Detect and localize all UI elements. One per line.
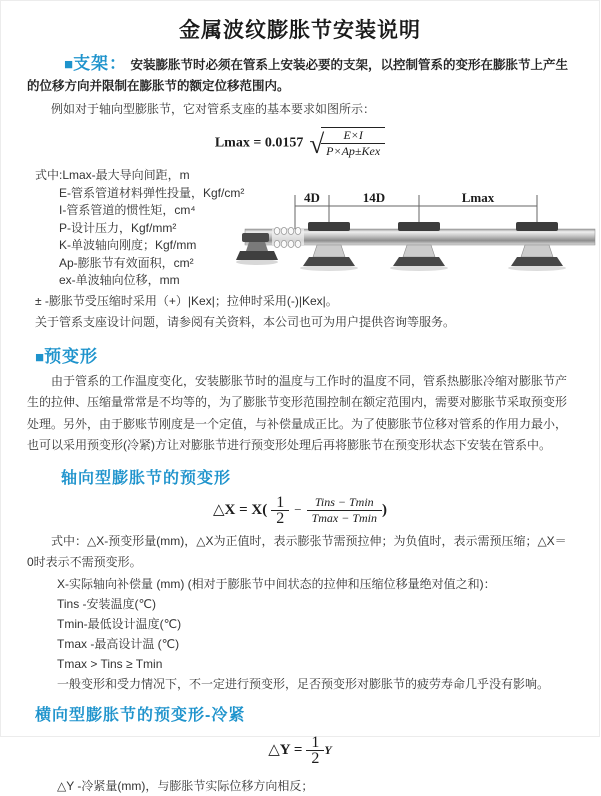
- definition-line: Ap-膨胀节有效面积，cm²: [59, 255, 194, 270]
- definition-line: I-管系管道的惯性矩，cm⁴: [59, 203, 196, 217]
- bracket-intro-text: 安装膨胀节时必须在管系上安装必要的支架，以控制管系的变形在膨胀节上产生的位移方向并限制在膨胀节的额定位移范围内。: [27, 58, 569, 93]
- definition-line: E-管系管道材料弹性投量，Kgf/cm²: [59, 185, 245, 200]
- fraction-numerator: Tins − Tmin: [307, 495, 382, 511]
- axial-definition-line: Tmax -最高设计温 (℃): [57, 636, 180, 651]
- definition-line: P-设计压力，Kgf/mm²: [59, 220, 177, 235]
- pipe-support: [300, 222, 358, 271]
- fraction-numerator: 1: [306, 735, 324, 751]
- pipe-support: [508, 222, 566, 271]
- predeform-heading-label: 预变形: [44, 346, 99, 366]
- sqrt-radical-icon: √: [309, 128, 325, 159]
- guide-spacing-formula: [1, 127, 599, 159]
- formula-rhs: Y: [324, 742, 332, 757]
- page-title: 金属波纹膨胀节安装说明: [179, 19, 421, 42]
- fraction-numerator: 1: [271, 495, 289, 511]
- bracket-example-text: 例如对于轴向型膨胀节，它对管系支座的基本要求如图所示：: [51, 102, 376, 116]
- pipe-support-diagram: [239, 189, 601, 289]
- one-half-fraction: [306, 735, 324, 766]
- formula-lhs: Lmax = 0.0157: [214, 135, 304, 151]
- definition-line: 式中:Lmax-最大导向间距，m: [35, 168, 190, 182]
- dimension-label-14d: 14D: [362, 190, 386, 205]
- axial-subheading: 轴向型膨胀节的预变形: [61, 469, 232, 487]
- service-note: 关于管系支座设计问题，请参阅有关资料，本公司也可为用户提供咨询等服务。: [35, 314, 456, 329]
- blue-square-icon: ■: [64, 56, 74, 73]
- fraction-denominator: P×Ap±Kex: [326, 144, 381, 158]
- minus-sign: −: [294, 501, 302, 517]
- axial-definition-line: Tmin-最低设计温度(℃): [57, 616, 182, 631]
- bracket-heading-label: 支架：: [73, 54, 128, 73]
- dimension-label-lmax: Lmax: [461, 190, 495, 205]
- temperature-fraction: [307, 495, 382, 526]
- fraction-denominator: 2: [311, 749, 320, 767]
- definition-line: ex-单波轴向位移，mm: [59, 273, 180, 287]
- lateral-predeform-formula: [1, 735, 599, 766]
- predeform-body-text: 由于管系的工作温度变化，安装膨胀节时的温度与工作时的温度不同，管系热膨胀冷缩对膨胀节产生的拉伸、压缩量常常是不均等的，为了膨胀节变形范围控制在额定范围内，需要对膨胀节采取预变形处理。另外，由于膨账节刚度是一个定值，与补偿量成正比。为了使膨胀节位移对管系的作用力最小，也可以采用预变形(冷紧)方让对膨胀节进行预变形处理后再将膨胀节在预变形状态下安装在管系中。: [27, 373, 568, 452]
- axial-definition-line: Tmax > Tins ≥ Tmin: [57, 656, 163, 671]
- formula-lhs: △X = X(: [212, 501, 268, 518]
- axial-note-line: 一般变形和受力情况下，不一定进行预变形，足否预变形对膨胀节的疲劳寿命几乎没有影响。: [57, 676, 550, 691]
- predeform-section-heading: [35, 342, 599, 367]
- lateral-note-line: △Y -冷紧量(mm)，与膨胀节实际位移方向相反；: [57, 778, 314, 793]
- formula-fraction: [321, 127, 385, 159]
- one-half-fraction: [271, 495, 289, 526]
- pipe-support: [390, 222, 448, 271]
- axial-formula-explain: 式中：△X-预变形量(mm)，△X为正值时，表示膨张节需预拉伸；为负值时，表示需预压缩；△X＝0时表示不需预变形。: [27, 533, 567, 569]
- formula-lhs: △Y =: [268, 741, 303, 758]
- fraction-denominator: Tmax − Tmin: [311, 510, 378, 525]
- blue-square-icon: ■: [35, 348, 45, 366]
- symbol-definitions-block: [35, 167, 599, 332]
- bracket-section-heading: [64, 54, 128, 73]
- bracket-intro-paragraph: [27, 53, 573, 97]
- bellows-icon: [272, 227, 304, 247]
- dimension-label-4d: 4D: [304, 190, 320, 205]
- fraction-numerator: E×I: [321, 128, 385, 144]
- plus-minus-note: ± -膨胀节受压缩时采用（+）|Kex|；拉伸时采用(-)|Kex|。: [35, 293, 338, 308]
- lateral-subheading: 横向型膨胀节的预变形-冷紧: [35, 706, 246, 724]
- fraction-denominator: 2: [276, 509, 285, 527]
- axial-definition-line: Tins -安装温度(℃): [57, 596, 157, 611]
- axial-predeform-formula: [1, 495, 599, 526]
- definition-line: K-单波轴向刚度；Kgf/mm: [59, 238, 197, 252]
- right-paren: ): [382, 501, 388, 518]
- axial-definition-line: X-实际轴向补偿量 (mm) (相对于膨胀节中间状态的拉伸和压缩位移量绝对值之和)：: [57, 576, 496, 591]
